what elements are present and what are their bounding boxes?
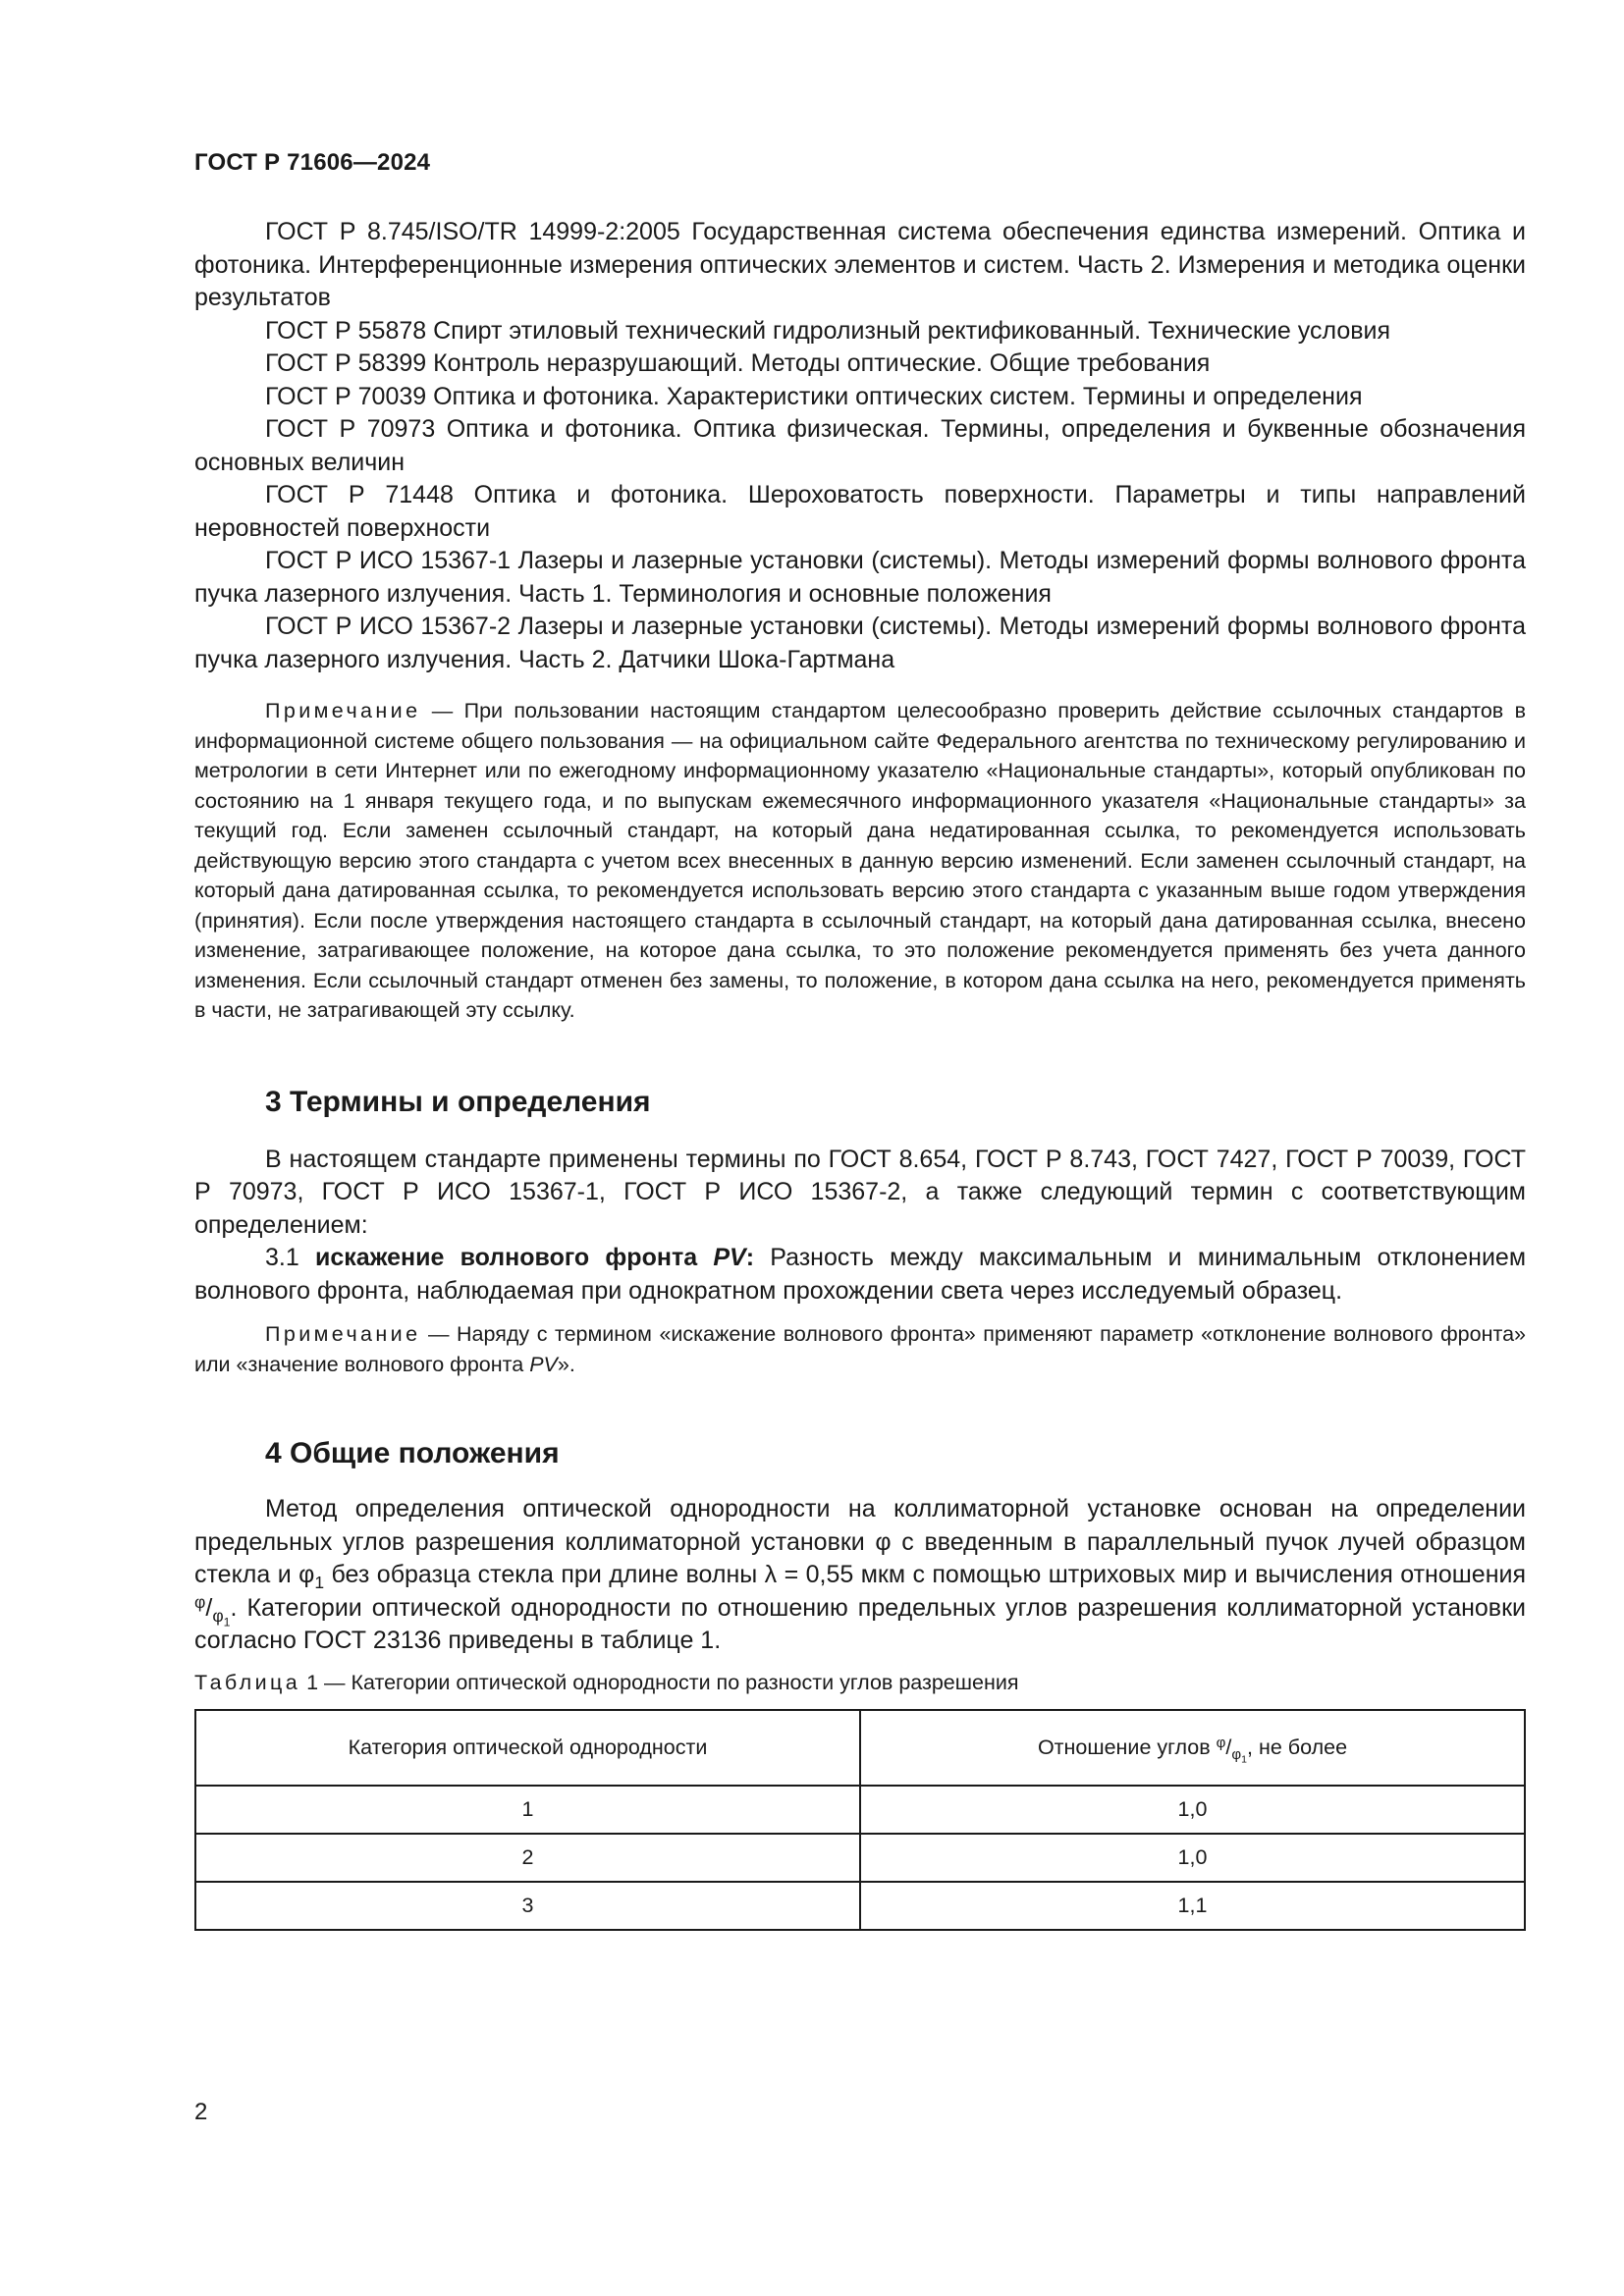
term-definition xyxy=(194,1242,1526,1308)
page-content xyxy=(194,216,1526,1931)
header-phi1-symbol: φ xyxy=(1231,1745,1242,1763)
table-cell-ratio: 1,0 xyxy=(860,1834,1525,1882)
subscript: 1 xyxy=(314,1573,325,1593)
reference-item: ГОСТ Р 70973 Оптика и фотоника. Оптика физическая. Термины, определения и буквенные обозначения основных величин xyxy=(194,415,1526,476)
normative-references-list xyxy=(194,216,1526,676)
table-caption-label: Таблица xyxy=(194,1670,301,1694)
text-run: = 0,55 мкм с помощью штриховых мир и вычисления отношения xyxy=(777,1561,1527,1588)
phi-symbol: φ xyxy=(875,1527,892,1556)
header-phi: φ xyxy=(1216,1734,1226,1751)
header-subscript: 1 xyxy=(1241,1753,1248,1766)
section-4-paragraph xyxy=(194,1493,1526,1658)
ratio-denominator-symbol: φ xyxy=(212,1605,224,1626)
note-abbreviation: PV xyxy=(529,1352,558,1376)
term-note xyxy=(194,1319,1526,1379)
text-run: . Категории оптической однородности по отношению предельных углов разрешения коллиматорной установки согласно ГОСТ 23136 приведены в таблице 1. xyxy=(194,1593,1526,1654)
reference-item: ГОСТ Р 70039 Оптика и фотоника. Характеристики оптических систем. Термины и определения xyxy=(265,382,1363,410)
ratio-numerator: φ xyxy=(194,1591,206,1612)
table-cell-category: 1 xyxy=(195,1786,860,1834)
table-caption-text: 1 — Категории оптической однородности по разности углов разрешения xyxy=(300,1670,1019,1694)
table-header-ratio xyxy=(860,1710,1525,1786)
term-definition-text: Разность между максимальным и минимальным отклонением волнового фронта, наблюдаемая при однократном прохождении света через исследуемый образец. xyxy=(194,1244,1527,1305)
document-header: ГОСТ Р 71606—2024 xyxy=(194,149,431,176)
reference-item: ГОСТ Р 58399 Контроль неразрушающий. Методы оптические. Общие требования xyxy=(265,349,1211,377)
table-row xyxy=(195,1786,1525,1834)
table-row xyxy=(195,1834,1525,1882)
table-cell-category: 3 xyxy=(195,1882,860,1930)
table-header-row xyxy=(195,1710,1525,1786)
reference-item: ГОСТ Р 55878 Спирт этиловый технический гидролизный ректификованный. Технические условия xyxy=(265,316,1391,345)
reference-item: ГОСТ Р ИСО 15367-1 Лазеры и лазерные установки (системы). Методы измерений формы волнового фронта пучка лазерного излучения. Часть 1. Терминология и основные положения xyxy=(194,547,1526,608)
table-cell-ratio: 1,0 xyxy=(860,1786,1525,1834)
table-cell-ratio: 1,1 xyxy=(860,1882,1525,1930)
ratio-denominator xyxy=(212,1605,231,1629)
reference-item: ГОСТ Р 71448 Оптика и фотоника. Шероховатость поверхности. Параметры и типы направлений неровностей поверхности xyxy=(194,481,1526,542)
header-slash: / xyxy=(1225,1735,1232,1759)
ratio-subscript: 1 xyxy=(223,1614,231,1629)
optical-homogeneity-table xyxy=(194,1709,1526,1931)
header-phi1 xyxy=(1231,1745,1248,1766)
note-text: — Наряду с термином «искажение волнового фронта» применяют параметр «отклонение волнового фронта» или «значение волнового фронта xyxy=(194,1322,1526,1376)
header-text: Отношение углов xyxy=(1037,1735,1217,1759)
text-run: Метод определения оптической однородности на коллиматорной установке основан на определении предельных углов разрешения коллиматорной установки xyxy=(194,1495,1526,1556)
table-cell-category: 2 xyxy=(195,1834,860,1882)
lambda-symbol: λ xyxy=(764,1561,778,1588)
term-number: 3.1 xyxy=(265,1244,315,1271)
note-text: — При пользовании настоящим стандартом целесообразно проверить действие ссылочных стандартов в информационной системе общего пользования — на официальном сайте Федерального агентства по техническому регулированию и метрологии в сети Интернет или по ежегодному информационному указателю «Национальные стандарты», который опубликован по состоянию на 1 января текущего года, и по выпускам ежемесячного информационного указателя «Национальные стандарты» за текущий год. Если заменен ссылочный стандарт, на который дана недатированная ссылка, то рекомендуется использовать действующую версию этого стандарта с учетом всех внесенных в данную версию изменений. Если заменен ссылочный стандарт, на который дана датированная ссылка, то рекомендуется использовать версию этого стандарта с указанным выше годом утверждения (принятия). Если после утверждения настоящего стандарта в ссылочный стандарт, на который дана датированная ссылка, внесено изменение, затрагивающее положение, на которое дана ссылка, то это положение рекомендуется применять без учета данного изменения. Если ссылочный стандарт отменен без замены, то положение, в котором дана ссылка на него, рекомендуется применять в части, не затрагивающей эту ссылку. xyxy=(194,699,1526,1022)
note-label: Примечание xyxy=(265,1322,421,1346)
term-colon: : xyxy=(745,1244,755,1271)
section-4-title: 4 Общие положения xyxy=(265,1437,560,1469)
section-3-intro: В настоящем стандарте применены термины по ГОСТ 8.654, ГОСТ Р 8.743, ГОСТ 7427, ГОСТ Р 70039, ГОСТ Р 70973, ГОСТ Р ИСО 15367-1, ГОСТ Р ИСО 15367-2, а также следующий термин с соответствующим определением: xyxy=(194,1145,1526,1239)
table-caption xyxy=(194,1668,1526,1697)
reference-item: ГОСТ Р 8.745/ISO/TR 14999-2:2005 Государственная система обеспечения единства измерений. Оптика и фотоника. Интерференционные измерения оптических элементов и систем. Часть 2. Измерения и методика оценки результатов xyxy=(194,218,1526,311)
phi1-symbol: φ xyxy=(298,1561,315,1588)
page-number: 2 xyxy=(194,2099,208,2125)
text-run: без образца стекла при длине волны xyxy=(324,1561,765,1588)
table-row xyxy=(195,1882,1525,1930)
note-label: Примечание xyxy=(265,699,421,722)
term-abbreviation: PV xyxy=(713,1244,746,1271)
references-note xyxy=(194,696,1526,1026)
term-name: искажение волнового фронта xyxy=(315,1244,714,1271)
note-end: ». xyxy=(557,1352,575,1376)
header-text: , не более xyxy=(1247,1735,1348,1759)
reference-item: ГОСТ Р ИСО 15367-2 Лазеры и лазерные установки (системы). Методы измерений формы волнового фронта пучка лазерного излучения. Часть 2. Датчики Шока-Гартмана xyxy=(194,613,1526,673)
section-3-title: 3 Термины и определения xyxy=(265,1085,651,1118)
text-run: с введенным в параллельный пучок лучей образцом стекла и xyxy=(194,1527,1526,1588)
table-header-category: Категория оптической однородности xyxy=(195,1710,860,1786)
ratio-slash: / xyxy=(205,1593,213,1622)
